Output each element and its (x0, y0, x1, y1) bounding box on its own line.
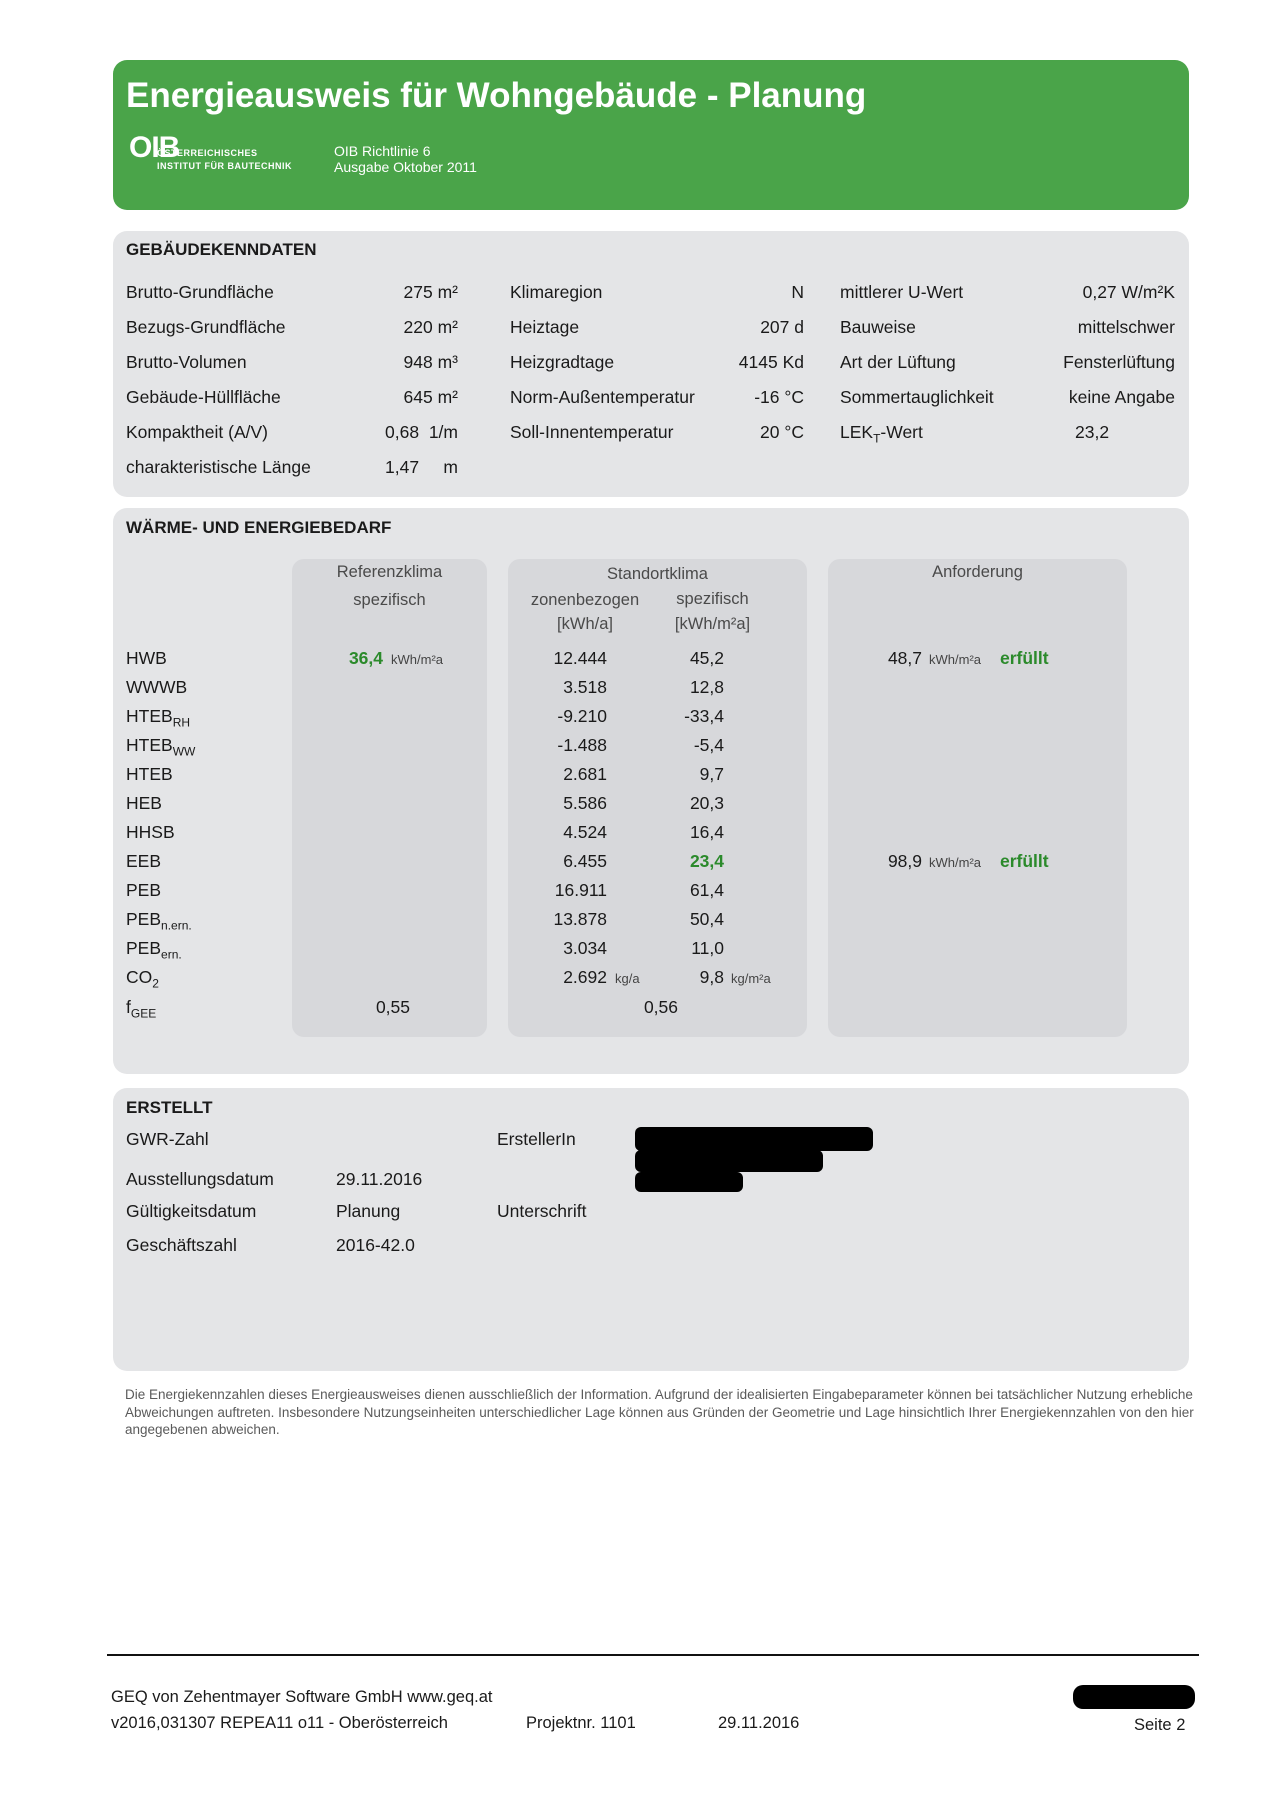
logo-subtitle-2: INSTITUT FÜR BAUTECHNIK (157, 161, 292, 171)
energy-row-label: WWWB (126, 677, 188, 697)
standortklima-head: Standortklima (607, 565, 708, 583)
kenndaten-label: Norm-Außentemperatur (510, 387, 695, 407)
kenndaten-label: mittlerer U-Wert (840, 282, 964, 302)
spezifisch-value: 9,8 (699, 967, 724, 987)
kenndaten-value: N (791, 282, 804, 302)
zonenbezogen-unit: [kWh/a] (557, 615, 613, 633)
anforderung-unit: kWh/m²a (929, 652, 981, 667)
referenz-unit: kWh/m²a (391, 652, 443, 667)
anforderung-value: 98,9 (887, 851, 922, 871)
footer-rule (107, 1654, 1199, 1656)
zonenbezogen-value: -9.210 (557, 706, 607, 726)
footer-projektnr: Projektnr. 1101 (526, 1714, 636, 1732)
ausstellungsdatum-label: Ausstellungsdatum (126, 1169, 274, 1189)
energy-row-label: HWB (126, 648, 167, 668)
kenndaten-label: Soll-Innentemperatur (510, 422, 674, 442)
referenzklima-spezifisch-head: spezifisch (353, 591, 426, 609)
unterschrift-label: Unterschrift (497, 1201, 587, 1221)
energy-row-label: $CO_2$ (126, 967, 159, 991)
kenndaten-label: Kompaktheit (A/V) (126, 422, 268, 442)
erfuellt-status: erfüllt (1000, 648, 1049, 668)
spezifisch-value: 0,56 (643, 997, 678, 1017)
ausgabe-label: Ausgabe Oktober 2011 (334, 159, 477, 175)
zonenbezogen-value: 12.444 (553, 648, 607, 668)
oib-logo: OIB (129, 131, 180, 164)
gueltigkeitsdatum-value: Planung (336, 1201, 401, 1221)
energy-row-label: $HTEB_{WW}$ (126, 735, 196, 759)
energy-row-label: PEB (126, 880, 162, 900)
redaction-block (635, 1172, 743, 1192)
zonenbezogen-value: 13.878 (553, 909, 607, 929)
redaction-block (635, 1127, 873, 1151)
kenndaten-value: 207 d (760, 317, 804, 337)
kenndaten-value: mittelschwer (1077, 317, 1175, 337)
kenndaten-label: Brutto-Grundfläche (126, 282, 274, 302)
erfuellt-status: erfüllt (1000, 851, 1049, 871)
spezifisch-unit: [kWh/m²a] (674, 615, 751, 633)
kenndaten-value: Fensterlüftung (1063, 352, 1175, 372)
energy-row-label: $f_{GEE}$ (126, 997, 157, 1021)
kenndaten-label: Brutto-Volumen (126, 352, 247, 372)
header-banner (113, 60, 1189, 210)
energy-row-label: $HTEB_{RH}$ (126, 706, 191, 730)
ausstellungsdatum-value: 29.11.2016 (336, 1169, 423, 1189)
energy-row-label: HTEB (126, 764, 173, 784)
kenndaten-label: Bezugs-Grundfläche (126, 317, 286, 337)
zonenbezogen-value: 5.586 (563, 793, 607, 813)
spezifisch-value: 11,0 (691, 938, 724, 958)
waerme-title: WÄRME- UND ENERGIEBEDARF (126, 518, 392, 537)
footer-software: GEQ von Zehentmayer Software GmbH www.geq.at (111, 1688, 493, 1706)
zonenbezogen-value: 3.518 (563, 677, 607, 697)
zonenbezogen-value: 16.911 (554, 880, 607, 900)
kenndaten-label: Klimaregion (510, 282, 603, 302)
referenzklima-head: Referenzklima (336, 563, 443, 581)
kenndaten-value: -16 °C (754, 387, 804, 407)
spezifisch-value: 23,4 (689, 851, 724, 871)
gebaeudekenndaten-title: GEBÄUDEKENNDATEN (126, 240, 317, 259)
spezifisch-value: 12,8 (689, 677, 724, 697)
spezifisch-value: 50,4 (689, 909, 724, 929)
lekt-wert-label: $LEK_T$-Wert (840, 422, 923, 446)
spezifisch-head: spezifisch (676, 590, 749, 608)
kenndaten-label: charakteristische Länge (126, 457, 311, 477)
anforderung-value: 48,7 (887, 648, 922, 668)
kenndaten-label: Art der Lüftung (840, 352, 956, 372)
kenndaten-label: Sommertauglichkeit (840, 387, 994, 407)
spezifisch-value: 61,4 (689, 880, 724, 900)
page-title: Energieausweis für Wohngebäude - Planung (126, 76, 867, 115)
zonenbezogen-value: 4.524 (563, 822, 607, 842)
redaction-block (635, 1150, 823, 1172)
spezifisch-value: 20,3 (689, 793, 724, 813)
referenz-value: 36,4 (348, 648, 383, 668)
zonenbezogen-value: 3.034 (563, 938, 607, 958)
zonenbezogen-head: zonenbezogen (530, 591, 640, 609)
anforderung-column (828, 559, 1127, 1037)
kenndaten-value: 948 m³ (403, 352, 458, 372)
kenndaten-label: Bauweise (840, 317, 916, 337)
logo-subtitle-1: ÖSTERREICHISCHES (157, 148, 258, 158)
energy-row-label: $PEB_{n.ern.}$ (126, 909, 192, 933)
spezifisch-unit: kg/m²a (731, 971, 771, 986)
energy-row-label: HEB (126, 793, 162, 813)
kenndaten-value: keine Angabe (1068, 387, 1175, 407)
geschaeftszahl-value: 2016-42.0 (336, 1235, 415, 1255)
kenndaten-value: 1,47 m (385, 457, 458, 477)
energy-row-label: HHSB (126, 822, 175, 842)
referenz-value: 0,55 (375, 997, 410, 1017)
kenndaten-value: 20 °C (760, 422, 804, 442)
zonenbezogen-value: 2.681 (563, 764, 607, 784)
kenndaten-label: Heizgradtage (510, 352, 615, 372)
energy-row-label: $PEB_{ern.}$ (126, 938, 182, 962)
kenndaten-value: 4145 Kd (738, 352, 804, 372)
richtlinie-label: OIB Richtlinie 6 (334, 143, 431, 159)
footer-version: v2016,031307 REPEA11 o11 - Oberösterreich (111, 1714, 448, 1732)
anforderung-head: Anforderung (932, 563, 1023, 581)
kenndaten-value: 0,27 W/m²K (1082, 282, 1175, 302)
spezifisch-value: 16,4 (689, 822, 724, 842)
kenndaten-value: 645 m² (403, 387, 458, 407)
spezifisch-value: -5,4 (693, 735, 724, 755)
disclaimer-text: Die Energiekennzahlen dieses Energieausweises dienen ausschließlich der Information. Aufgrund der idealisierten Eingabeparameter können bei tatsächlicher Nutzung erhebliche Abweichungen auftreten. Insbesondere Nutzungseinheiten unterschiedlicher Lage können aus Gründen der Geometrie und Lage hinsichtlich Ihrer Energiekennzahlen von den hier angegebenen abweichen. (125, 1387, 1194, 1437)
gwr-zahl-label: GWR-Zahl (126, 1129, 209, 1149)
zonenbezogen-value: -1.488 (557, 735, 607, 755)
kenndaten-value: 275 m² (403, 282, 458, 302)
spezifisch-value: 45,2 (689, 648, 724, 668)
anforderung-unit: kWh/m²a (929, 855, 981, 870)
redaction-block (1073, 1685, 1195, 1709)
gueltigkeitsdatum-label: Gültigkeitsdatum (126, 1201, 257, 1221)
geschaeftszahl-label: Geschäftszahl (126, 1235, 237, 1255)
kenndaten-value: 23,2 (1075, 422, 1110, 442)
kenndaten-label: Gebäude-Hüllfläche (126, 387, 281, 407)
kenndaten-value: 0,68 1/m (385, 422, 458, 442)
kenndaten-label: Heiztage (510, 317, 580, 337)
zonenbezogen-value: 2.692 (563, 967, 607, 987)
zonenbezogen-value: 6.455 (563, 851, 607, 871)
spezifisch-value: 9,7 (699, 764, 724, 784)
kenndaten-value: 220 m² (403, 317, 458, 337)
energy-row-label: EEB (126, 851, 162, 871)
footer-date: 29.11.2016 (718, 1714, 800, 1732)
page-number: Seite 2 (1134, 1716, 1186, 1734)
spezifisch-value: -33,4 (684, 706, 724, 726)
referenzklima-column (292, 559, 487, 1037)
zonenbezogen-unit: kg/a (615, 971, 640, 986)
ersteller-label: ErstellerIn (497, 1129, 576, 1149)
erstellt-title: ERSTELLT (126, 1098, 213, 1117)
